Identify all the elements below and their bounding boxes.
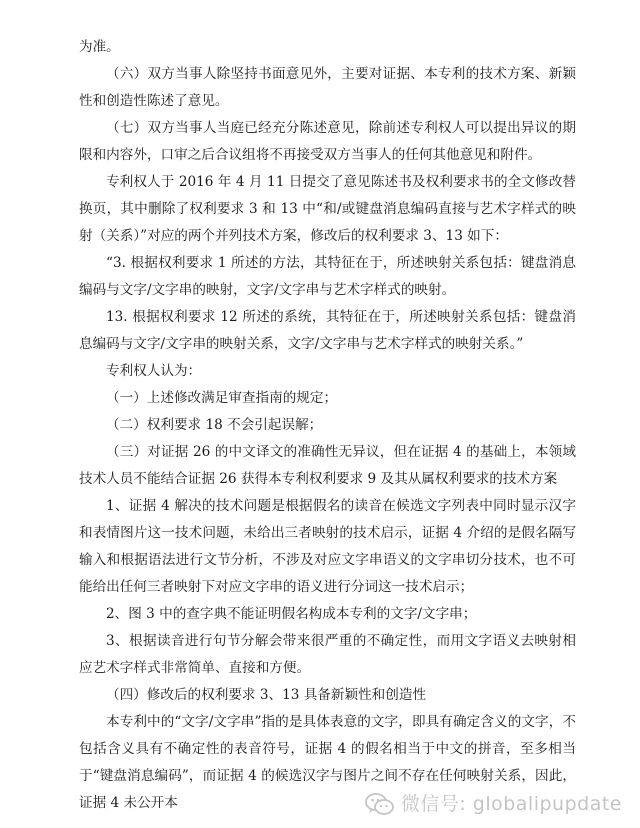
paragraph-point-3: （三）对证据 26 的中文译文的准确性无异议，但在证据 4 的基础上，本领域技术人员不能结合证据 26 获得本专利权利要求 9 及其从属权利要求的技术方案 <box>79 444 576 487</box>
paragraph-sub-2: 2、图 3 中的查字典不能证明假名构成本专利的文字/文字串； <box>106 606 477 622</box>
paragraph-patentee-opinion: 专利权人认为： <box>106 363 202 379</box>
wechat-logo-icon <box>365 792 395 818</box>
paragraph-line: 为准。 <box>79 39 120 55</box>
document-body <box>79 34 576 817</box>
watermark-text: 微信号: globalipupdate <box>400 793 622 815</box>
paragraph-amendment: 专利权人于 2016 年 4 月 11 日提交了意见陈述书及权利要求书的全文修改替换页，其中删除了权利要求 3 和 13 中“和/或键盘消息编码直接与艺术字样式的映射（关系）”对应的两个并列技术方案，修改后的权利要求 3、13 如下： <box>79 174 576 244</box>
paragraph-sub-3: 3、根据读音进行句节分解会带来很严重的不确定性，而用文字语义去映射相应艺术字样式非常简单、直接和方便。 <box>79 633 576 676</box>
paragraph-seven: （七）双方当事人当庭已经充分陈述意见，除前述专利权人可以提出异议的期限和内容外，口审之后合议组将不再接受双方当事人的任何其他意见和附件。 <box>79 120 576 163</box>
paragraph-sub-1: 1、证据 4 解决的技术问题是根据假名的读音在候选文字列表中同时显示汉字和表情图片这一技术问题，未给出三者映射的技术启示，证据 4 介绍的是假名隔写输入和根据语法进行文节分析，不涉及对应文字串语义的文字串切分技术，也不可能给出任何三者映射下对应文字串的语义进行分词这一技术启示； <box>79 498 576 595</box>
paragraph-final: 本专利中的“文字/文字串”指的是具体表意的文字，即具有确定含义的文字，不包括含义具有不确定性的表音符号，证据 4 的假名相当于中文的拼音，至多相当于“键盘消息编码”，而证据 4 的候选汉字与图片之间不存在任何映射关系，因此，证据 4 未公开本 <box>79 714 576 811</box>
paragraph-six: （六）双方当事人除坚持书面意见外，主要对证据、本专利的技术方案、新颖性和创造性陈述了意见。 <box>79 66 576 109</box>
paragraph-point-4: （四）修改后的权利要求 3、13 具备新颖性和创造性 <box>106 687 427 703</box>
paragraph-point-1: （一）上述修改满足审查指南的规定； <box>106 390 338 406</box>
paragraph-claim-3: “3. 根据权利要求 1 所述的方法，其特征在于，所述映射关系包括：键盘消息编码与文字/文字串的映射，文字/文字串与艺术字样式的映射。 <box>79 255 576 298</box>
wechat-watermark <box>365 791 622 818</box>
paragraph-point-2: （二）权利要求 18 不会引起误解； <box>106 417 323 433</box>
paragraph-claim-13: 13. 根据权利要求 12 所述的系统，其特征在于，所述映射关系包括：键盘消息编码与文字/文字串的映射关系，文字/文字串与艺术字样式的映射关系。” <box>79 309 576 352</box>
